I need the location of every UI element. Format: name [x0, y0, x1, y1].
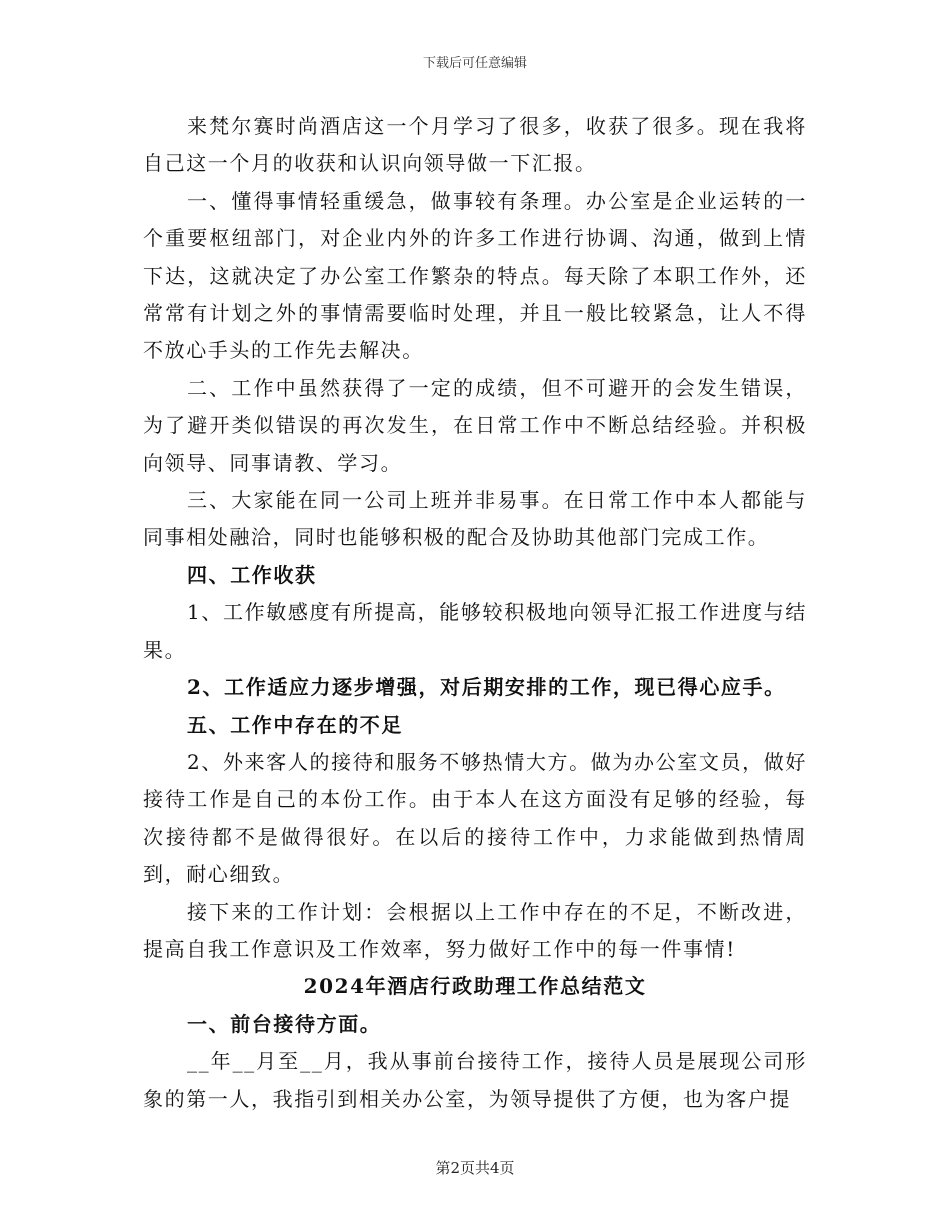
gain-item-two: 2、工作适应力逐步增强，对后期安排的工作，现已得心应手。 — [187, 675, 786, 700]
document-body — [143, 108, 807, 1118]
shortcoming-paragraph: 2、外来客人的接待和服务不够热情大方。做为办公室文员，做好接待工作是自己的本份工作。由于本人在这方面没有足够的经验，每次接待都不是做得很好。在以后的接待工作中，力求能做到热情周到，耐心细致。 — [143, 749, 807, 887]
section-five-heading: 五、工作中存在的不足 — [187, 712, 403, 737]
page-header: 下载后可任意编辑 — [422, 56, 527, 71]
section-three-paragraph: 三、大家能在同一公司上班并非易事。在日常工作中本人都能与同事相处融洽，同时也能够积极的配合及协助其他部门完成工作。 — [143, 488, 807, 550]
front-desk-paragraph: __年__月至__月，我从事前台接待工作，接待人员是展现公司形象的第一人，我指引到相关办公室，为领导提供了方便，也为客户提 — [143, 1049, 807, 1111]
section-two-paragraph: 二、工作中虽然获得了一定的成绩，但不可避开的会发生错误，为了避开类似错误的再次发生，在日常工作中不断总结经验。并积极向领导、同事请教、学习。 — [143, 375, 807, 475]
gain-item-one: 1、工作敏感度有所提高，能够较积极地向领导汇报工作进度与结果。 — [143, 600, 807, 662]
intro-paragraph: 来梵尔赛时尚酒店这一个月学习了很多，收获了很多。现在我将自己这一个月的收获和认识向领导做一下汇报。 — [143, 114, 807, 176]
section-one-paragraph: 一、懂得事情轻重缓急，做事较有条理。办公室是企业运转的一个重要枢纽部门，对企业内外的许多工作进行协调、沟通，做到上情下达，这就决定了办公室工作繁杂的特点。每天除了本职工作外，还常常有计划之外的事情需要临时处理，并且一般比较紧急，让人不得不放心手头的工作先去解决。 — [143, 188, 807, 363]
front-desk-heading: 一、前台接待方面。 — [187, 1011, 382, 1036]
section-four-heading: 四、工作收获 — [187, 562, 317, 587]
document-title: 2024年酒店行政助理工作总结范文 — [303, 974, 647, 999]
next-plan-paragraph: 接下来的工作计划：会根据以上工作中存在的不足，不断改进，提高自我工作意识及工作效率，努力做好工作中的每一件事情! — [143, 899, 807, 961]
page-number: 第2页共4页 — [435, 1159, 515, 1177]
